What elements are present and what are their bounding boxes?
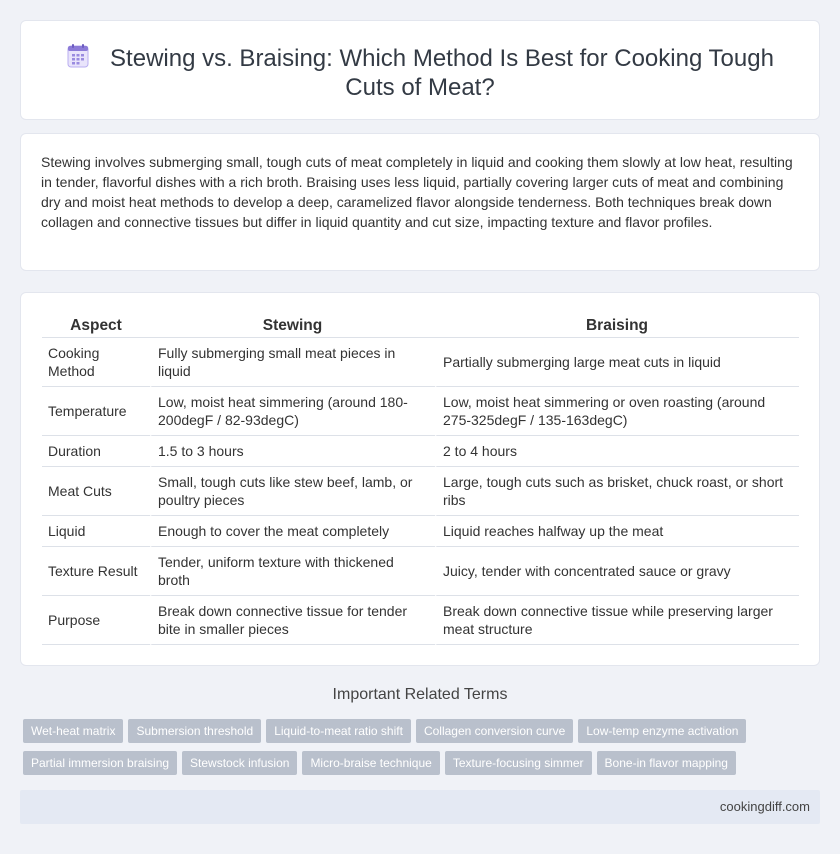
stewing-cell: Tender, uniform texture with thickened broth bbox=[150, 547, 435, 596]
aspect-cell: Purpose bbox=[42, 596, 150, 645]
braising-cell: Large, tough cuts such as brisket, chuck roast, or short ribs bbox=[435, 467, 799, 516]
braising-cell: Low, moist heat simmering or oven roasting (around 275-325degF / 135-163degC) bbox=[435, 387, 799, 436]
related-term-tag[interactable]: Micro-braise technique bbox=[302, 751, 439, 775]
stewing-cell: 1.5 to 3 hours bbox=[150, 436, 435, 467]
aspect-cell: Meat Cuts bbox=[42, 467, 150, 516]
table-header-row bbox=[42, 314, 799, 338]
stewing-cell: Fully submerging small meat pieces in liquid bbox=[150, 338, 435, 387]
title-card bbox=[20, 20, 820, 120]
intro-paragraph: Stewing involves submerging small, tough cuts of meat completely in liquid and cooking them slowly at low heat, resulting in tender, flavorful dishes with a rich broth. Braising uses less liquid, partially covering larger cuts of meat and combining dry and moist heat methods to develop a deep, caramelized flavor alongside tenderness. Both techniques break down collagen and connective tissues but differ in liquid quantity and cut size, impacting texture and flavor profiles. bbox=[41, 154, 793, 230]
braising-cell: 2 to 4 hours bbox=[435, 436, 799, 467]
comparison-table bbox=[42, 314, 799, 645]
related-term-tag[interactable]: Submersion threshold bbox=[128, 719, 261, 743]
stewing-cell: Low, moist heat simmering (around 180-200degF / 82-93degC) bbox=[150, 387, 435, 436]
related-term-tag[interactable]: Liquid-to-meat ratio shift bbox=[266, 719, 411, 743]
table-row bbox=[42, 596, 799, 645]
tag-row bbox=[23, 751, 813, 783]
related-term-tag[interactable]: Bone-in flavor mapping bbox=[597, 751, 736, 775]
aspect-cell: Liquid bbox=[42, 516, 150, 547]
table-row bbox=[42, 467, 799, 516]
calendar-grid-icon bbox=[66, 43, 90, 69]
stewing-cell: Enough to cover the meat completely bbox=[150, 516, 435, 547]
table-row bbox=[42, 516, 799, 547]
table-row bbox=[42, 387, 799, 436]
aspect-cell: Duration bbox=[42, 436, 150, 467]
related-terms-tags bbox=[23, 719, 813, 783]
related-term-tag[interactable]: Wet-heat matrix bbox=[23, 719, 123, 743]
header-stewing: Stewing bbox=[150, 314, 435, 338]
aspect-cell: Temperature bbox=[42, 387, 150, 436]
braising-cell: Liquid reaches halfway up the meat bbox=[435, 516, 799, 547]
footer-bar bbox=[20, 790, 820, 824]
related-term-tag[interactable]: Texture-focusing simmer bbox=[445, 751, 592, 775]
related-terms-heading: Important Related Terms bbox=[332, 686, 508, 703]
aspect-cell: Cooking Method bbox=[42, 338, 150, 387]
braising-cell: Break down connective tissue while preserving larger meat structure bbox=[435, 596, 799, 645]
tag-row bbox=[23, 719, 813, 751]
stewing-cell: Small, tough cuts like stew beef, lamb, or poultry pieces bbox=[150, 467, 435, 516]
related-term-tag[interactable]: Low-temp enzyme activation bbox=[578, 719, 746, 743]
related-term-tag[interactable]: Stewstock infusion bbox=[182, 751, 297, 775]
related-term-tag[interactable]: Partial immersion braising bbox=[23, 751, 177, 775]
aspect-cell: Texture Result bbox=[42, 547, 150, 596]
header-braising: Braising bbox=[435, 314, 799, 338]
table-row bbox=[42, 436, 799, 467]
footer-site-link[interactable]: cookingdiff.com bbox=[719, 799, 810, 814]
table-row bbox=[42, 547, 799, 596]
intro-card bbox=[20, 133, 820, 271]
braising-cell: Juicy, tender with concentrated sauce or gravy bbox=[435, 547, 799, 596]
page-title: Stewing vs. Braising: Which Method Is Best for Cooking Tough Cuts of Meat? bbox=[110, 45, 774, 101]
table-row bbox=[42, 338, 799, 387]
braising-cell: Partially submerging large meat cuts in liquid bbox=[435, 338, 799, 387]
comparison-card bbox=[20, 292, 820, 666]
stewing-cell: Break down connective tissue for tender bite in smaller pieces bbox=[150, 596, 435, 645]
related-term-tag[interactable]: Collagen conversion curve bbox=[416, 719, 573, 743]
page-title-wrap bbox=[61, 43, 779, 102]
header-aspect: Aspect bbox=[42, 314, 150, 338]
